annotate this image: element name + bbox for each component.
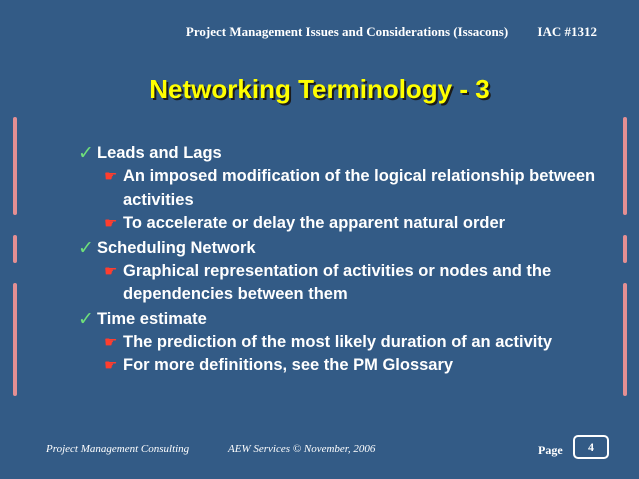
page-label: Page: [538, 443, 563, 457]
checkmark-icon: ✓: [78, 307, 94, 330]
sub-bullet-item: [104, 331, 598, 355]
bullet-item: [78, 141, 598, 165]
left-accent-bar: [13, 235, 17, 263]
right-accent-bar: [623, 235, 627, 263]
sub-bullet-text: Graphical representation of activities or nodes and the dependencies between them: [123, 261, 552, 303]
sub-bullet-item: [104, 354, 598, 378]
sub-bullet-item: [104, 165, 598, 212]
slide-header: [186, 24, 597, 40]
pointing-hand-icon: ☛: [104, 214, 118, 232]
pointing-hand-icon: ☛: [104, 261, 118, 280]
footer-company: Project Management Consulting: [46, 443, 190, 455]
course-code: IAC #1312: [537, 24, 597, 39]
bullet-text: Time estimate: [97, 309, 207, 328]
sub-bullet-item: [104, 212, 598, 236]
bullet-item: [78, 307, 598, 331]
left-accent-bar: [13, 283, 17, 396]
bullet-text: Leads and Lags: [97, 144, 222, 162]
bullet-text: Scheduling Network: [97, 238, 256, 257]
slide-title: Networking Terminology - 3: [149, 74, 490, 104]
checkmark-icon: ✓: [78, 142, 94, 164]
sub-bullet-text: For more definitions, see the PM Glossary: [123, 356, 454, 374]
footer-copyright: AEW Services © November, 2006: [228, 443, 376, 455]
sub-bullet-item: [104, 260, 598, 307]
page-number: 4: [573, 435, 609, 459]
right-accent-bar: [623, 117, 627, 215]
course-title: Project Management Issues and Considerations (Issacons): [185, 24, 509, 39]
pointing-hand-icon: ☛: [104, 167, 118, 185]
sub-bullet-text: An imposed modification of the logical relationship between activities: [123, 167, 596, 209]
left-accent-bar: [13, 117, 17, 215]
pointing-hand-icon: ☛: [104, 356, 118, 374]
bullet-item: [78, 236, 598, 260]
pointing-hand-icon: ☛: [104, 332, 118, 351]
bullet-list: [78, 141, 598, 378]
sub-bullet-text: To accelerate or delay the apparent natural order: [123, 214, 506, 232]
checkmark-icon: ✓: [78, 236, 94, 259]
sub-bullet-text: The prediction of the most likely duration of an activity: [123, 332, 553, 351]
right-accent-bar: [623, 283, 627, 396]
